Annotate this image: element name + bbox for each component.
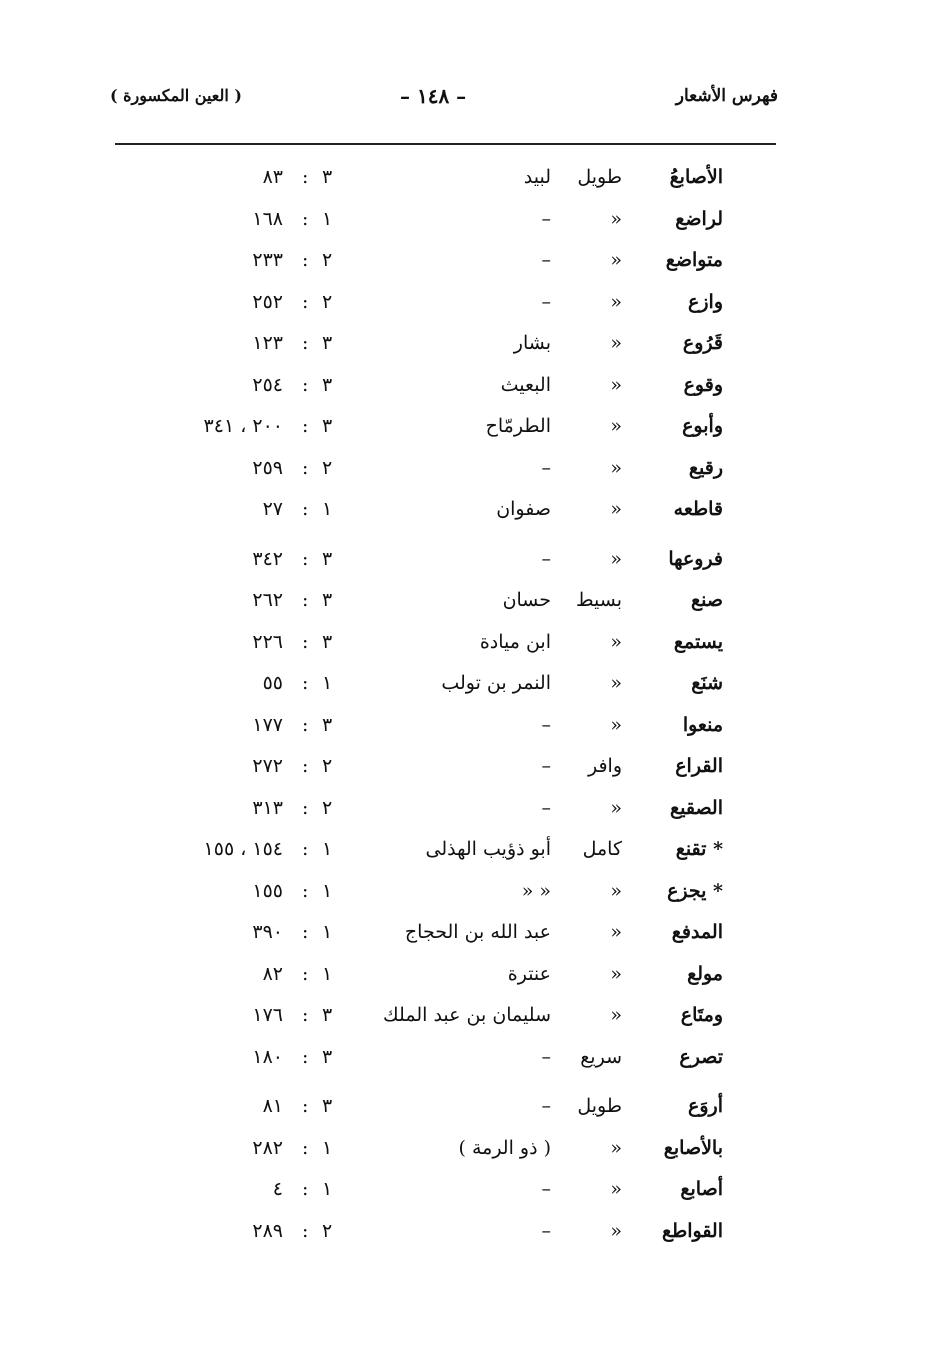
page-numbers: ٢٥٤ [252, 373, 283, 396]
rhyme-word: المدفع [671, 921, 723, 943]
volume-number: ١ [322, 879, 333, 902]
poet-name: – [541, 1219, 551, 1242]
index-entry [0, 791, 951, 833]
index-entry [0, 160, 951, 202]
index-entry [0, 285, 951, 327]
poet-name: – [541, 796, 551, 819]
rhyme-word: شنَع [691, 672, 723, 694]
rhyme-word: * تقنع [675, 838, 723, 860]
volume-number: ٢ [322, 755, 333, 777]
index-entry [0, 874, 951, 916]
rhyme-word: قَرُوع [682, 332, 723, 354]
rhyme-word: رقيع [688, 456, 723, 479]
section-title: ( العين المكسورة ) [110, 86, 242, 105]
meter: سريع [580, 1045, 622, 1068]
poet-name: ( ذو الرمة ) [458, 1136, 551, 1159]
page-numbers: ٢٨٢ [252, 1136, 283, 1159]
rhyme-word: فروعها [668, 547, 723, 570]
meter: « [610, 672, 622, 694]
poet-name: لبيد [523, 166, 551, 188]
separator-colon: : [302, 879, 309, 902]
index-entry [0, 542, 951, 584]
rhyme-word: أروَع [688, 1095, 723, 1117]
separator-colon: : [302, 332, 309, 354]
poet-name: حسان [502, 589, 551, 611]
volume-number: ٣ [322, 332, 333, 354]
poet-name: عنترة [507, 962, 551, 985]
separator-colon: : [302, 1045, 309, 1068]
meter: طويل [577, 1095, 622, 1117]
index-entry [0, 409, 951, 451]
meter: « [610, 249, 622, 271]
separator-colon: : [302, 373, 309, 396]
index-entry [0, 625, 951, 667]
index-entry [0, 1214, 951, 1256]
separator-colon: : [302, 1004, 309, 1026]
poet-name: النمر بن تولب [441, 672, 551, 694]
index-entry [0, 998, 951, 1040]
separator-colon: : [302, 207, 309, 230]
page-numbers: ٢٥٩ [252, 456, 283, 479]
rhyme-word: مولع [687, 962, 723, 985]
poet-name: – [541, 249, 551, 271]
meter: بسيط [575, 589, 622, 611]
separator-colon: : [302, 672, 309, 694]
meter: « [610, 921, 622, 943]
meter: وافر [587, 755, 622, 777]
index-entry [0, 1089, 951, 1131]
index-entry [0, 326, 951, 368]
index-entry [0, 708, 951, 750]
page-numbers: ٣٤٢ [252, 547, 283, 570]
page-numbers: ١٧٧ [252, 713, 283, 736]
separator-colon: : [302, 1178, 309, 1200]
volume-number: ٢ [322, 1219, 333, 1242]
rhyme-word: تصرع [679, 1045, 723, 1068]
volume-number: ٢ [322, 796, 333, 819]
poetry-index-list [0, 160, 951, 1255]
index-entry [0, 832, 951, 874]
page-numbers: ٨١ [262, 1095, 283, 1117]
index-entry [0, 915, 951, 957]
separator-colon: : [302, 290, 309, 313]
poet-name: بشار [513, 332, 551, 354]
volume-number: ٢ [322, 290, 333, 313]
page-numbers: ٣١٣ [252, 796, 283, 819]
rhyme-word: صنع [691, 589, 723, 611]
page-numbers: ٢٥٢ [252, 290, 283, 313]
poet-name: – [541, 547, 551, 570]
rhyme-word: * يجزع [667, 879, 723, 902]
separator-colon: : [302, 589, 309, 611]
separator-colon: : [302, 713, 309, 736]
separator-colon: : [302, 796, 309, 819]
poet-name: « « [521, 879, 551, 902]
rhyme-word: ومتَاع [680, 1004, 723, 1026]
separator-colon: : [302, 1095, 309, 1117]
volume-number: ٣ [322, 630, 333, 653]
separator-colon: : [302, 1136, 309, 1159]
poet-name: – [541, 207, 551, 230]
poet-name: البعيث [500, 373, 551, 396]
index-entry [0, 1131, 951, 1173]
index-entry [0, 1040, 951, 1082]
separator-colon: : [302, 630, 309, 653]
page-numbers: ٢٨٩ [252, 1219, 283, 1242]
index-entry [0, 451, 951, 493]
page-numbers: ٢٦٢ [252, 589, 283, 611]
index-entry [0, 957, 951, 999]
page-numbers: ١٥٥ [252, 879, 283, 902]
page-numbers: ١٢٣ [252, 332, 283, 354]
meter: « [610, 713, 622, 736]
rhyme-word: الأصابعُ [669, 166, 723, 188]
meter: « [610, 547, 622, 570]
separator-colon: : [302, 547, 309, 570]
poet-name: سليمان بن عبد الملك [383, 1004, 551, 1026]
volume-number: ١ [322, 498, 333, 520]
index-entry [0, 492, 951, 534]
rhyme-word: وازع [688, 290, 723, 313]
poet-name: – [541, 1178, 551, 1200]
poet-name: – [541, 290, 551, 313]
rhyme-word: وقوع [683, 373, 723, 396]
volume-number: ٣ [322, 1095, 333, 1117]
poet-name: ابن ميادة [479, 630, 551, 653]
page-numbers: ٨٣ [262, 166, 283, 188]
separator-colon: : [302, 838, 309, 860]
rhyme-word: يستمع [673, 630, 723, 653]
rhyme-word: منعوا [682, 713, 723, 736]
index-entry [0, 749, 951, 791]
page-numbers: ٢٣٣ [252, 249, 283, 271]
rhyme-word: الصقيع [669, 796, 723, 819]
separator-colon: : [302, 755, 309, 777]
meter: « [610, 290, 622, 313]
separator-colon: : [302, 249, 309, 271]
volume-number: ٣ [322, 589, 333, 611]
page-numbers: ١٨٠ [252, 1045, 283, 1068]
separator-colon: : [302, 498, 309, 520]
meter: طويل [577, 166, 622, 188]
meter: « [610, 207, 622, 230]
index-entry [0, 243, 951, 285]
header-rule [115, 143, 776, 145]
page-numbers: ١٦٨ [252, 207, 283, 230]
page-numbers: ٢٠٠ ، ٣٤١ [203, 415, 283, 437]
volume-number: ١ [322, 1136, 333, 1159]
index-entry [0, 368, 951, 410]
volume-number: ٢ [322, 249, 333, 271]
meter: « [610, 1219, 622, 1242]
poet-name: أبو ذؤيب الهذلى [425, 838, 551, 860]
volume-number: ٣ [322, 547, 333, 570]
poet-name: – [541, 713, 551, 736]
index-entry [0, 583, 951, 625]
page-numbers: ١٥٤ ، ١٥٥ [203, 838, 283, 860]
meter: « [610, 373, 622, 396]
page-numbers: ٢٧ [262, 498, 283, 520]
poet-name: – [541, 456, 551, 479]
separator-colon: : [302, 1219, 309, 1242]
separator-colon: : [302, 415, 309, 437]
volume-number: ٣ [322, 373, 333, 396]
page-number: – ١٤٨ – [400, 84, 467, 108]
volume-number: ١ [322, 921, 333, 943]
page-numbers: ٢٧٢ [252, 755, 283, 777]
index-entry [0, 666, 951, 708]
poet-name: – [541, 1095, 551, 1117]
meter: « [610, 332, 622, 354]
index-entry [0, 202, 951, 244]
index-entry [0, 1172, 951, 1214]
page-numbers: ١٧٦ [252, 1004, 283, 1026]
meter: « [610, 1136, 622, 1159]
separator-colon: : [302, 166, 309, 188]
volume-number: ١ [322, 672, 333, 694]
meter: « [610, 415, 622, 437]
poet-name: صفوان [496, 498, 551, 520]
volume-number: ٣ [322, 415, 333, 437]
poet-name: الطرمّاح [485, 415, 551, 437]
volume-number: ٣ [322, 1004, 333, 1026]
volume-number: ٣ [322, 713, 333, 736]
volume-number: ٢ [322, 456, 333, 479]
volume-number: ١ [322, 838, 333, 860]
meter: « [610, 456, 622, 479]
page-header [110, 86, 778, 118]
separator-colon: : [302, 456, 309, 479]
rhyme-word: القراع [675, 755, 723, 777]
volume-number: ١ [322, 1178, 333, 1200]
meter: كامل [582, 838, 622, 860]
separator-colon: : [302, 921, 309, 943]
meter: « [610, 962, 622, 985]
page-numbers: ٥٥ [262, 672, 283, 694]
meter: « [610, 796, 622, 819]
index-title: فهرس الأشعار [675, 86, 778, 106]
page-numbers: ٣٩٠ [252, 921, 283, 943]
poet-name: عبد الله بن الحجاج [404, 921, 551, 943]
page-numbers: ٨٢ [262, 962, 283, 985]
poet-name: – [541, 755, 551, 777]
page-numbers: ٢٢٦ [252, 630, 283, 653]
meter: « [610, 498, 622, 520]
volume-number: ١ [322, 207, 333, 230]
volume-number: ٣ [322, 1045, 333, 1068]
poet-name: – [541, 1045, 551, 1068]
volume-number: ١ [322, 962, 333, 985]
meter: « [610, 1178, 622, 1200]
rhyme-word: أصابع [680, 1178, 723, 1200]
page-numbers: ٤ [272, 1178, 283, 1200]
rhyme-word: وأبوع [682, 415, 723, 437]
rhyme-word: بالأصابع [663, 1136, 723, 1159]
meter: « [610, 879, 622, 902]
separator-colon: : [302, 962, 309, 985]
rhyme-word: قاطعه [673, 498, 723, 520]
rhyme-word: لراضع [675, 207, 723, 230]
rhyme-word: متواضع [665, 249, 723, 271]
meter: « [610, 1004, 622, 1026]
volume-number: ٣ [322, 166, 333, 188]
meter: « [610, 630, 622, 653]
rhyme-word: القواطع [661, 1219, 723, 1242]
